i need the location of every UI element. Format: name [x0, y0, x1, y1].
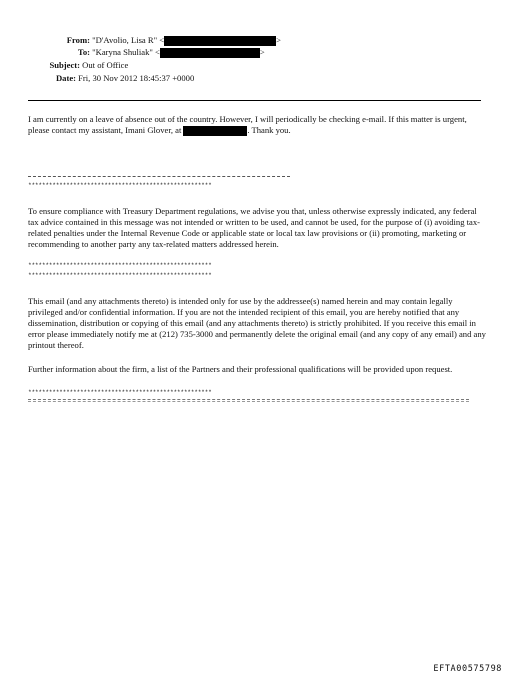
- redaction-block: [183, 126, 247, 136]
- to-row: [28, 47, 265, 58]
- from-label: From:: [66, 35, 90, 45]
- message-text: I am currently on a leave of absence out of the country. However, I will periodically be checking e-mail. If this matter is urgent, please contact my assistant, Imani Glover, at: [28, 114, 467, 135]
- redaction-block: [160, 48, 260, 58]
- subject-row: [28, 60, 128, 71]
- further-info: [28, 364, 488, 375]
- header-divider: [28, 100, 481, 101]
- dashed-separator: [28, 176, 290, 177]
- confidentiality-text: This email (and any attachments thereto) is intended only for use by the addressee(s) named herein and may contain legally privileged and/or confidential information. If you are not the intended recipient of this email, you are hereby notified that any dissemination, distribution or copying of this email (and any attachments thereto) is strictly prohibited. If you receive this email in error please immediately notify me at (212) 735-3000 and permanently delete the original email (and any copy of any email) and any printout thereof.: [28, 296, 486, 350]
- asterisk-line: *****************************************************: [28, 262, 212, 269]
- redaction-block: [164, 36, 276, 46]
- from-row: [28, 35, 281, 46]
- from-close: >: [276, 35, 281, 45]
- from-value: "D'Avolio, Lisa R" <: [92, 35, 165, 45]
- asterisk-line: *****************************************************: [28, 182, 212, 189]
- date-label: Date:: [55, 73, 76, 83]
- treasury-text: To ensure compliance with Treasury Department regulations, we advise you that, unless otherwise expressly indicated, any federal tax advice contained in this message was not intended or written to be used, and cannot be used, for the purpose of (i) avoiding tax-related penalties under the Internal Revenue Code or applicable state or local tax law provisions or (ii) promoting, marketing or recommending to another party any tax-related matters addressed herein.: [28, 206, 480, 249]
- document-id: EFTA00575798: [433, 664, 502, 674]
- to-value: "Karyna Shuliak" <: [92, 47, 160, 57]
- asterisk-line: *****************************************************: [28, 272, 212, 279]
- subject-label: Subject:: [49, 60, 80, 70]
- asterisk-line: *****************************************************: [28, 389, 212, 396]
- double-rule-bottom: [28, 401, 469, 402]
- subject-value: Out of Office: [82, 60, 129, 70]
- message-closing: . Thank you.: [247, 124, 291, 135]
- treasury-disclaimer: [28, 206, 488, 250]
- date-value: Fri, 30 Nov 2012 18:45:37 +0000: [78, 73, 195, 83]
- double-rule-top: [28, 399, 469, 400]
- confidentiality-notice: [28, 296, 488, 351]
- message-body: [28, 114, 488, 136]
- date-row: [28, 73, 194, 84]
- to-label: To:: [77, 47, 90, 57]
- to-close: >: [259, 47, 265, 57]
- further-info-text: Further information about the firm, a list of the Partners and their professional qualifications will be provided upon request.: [28, 364, 453, 374]
